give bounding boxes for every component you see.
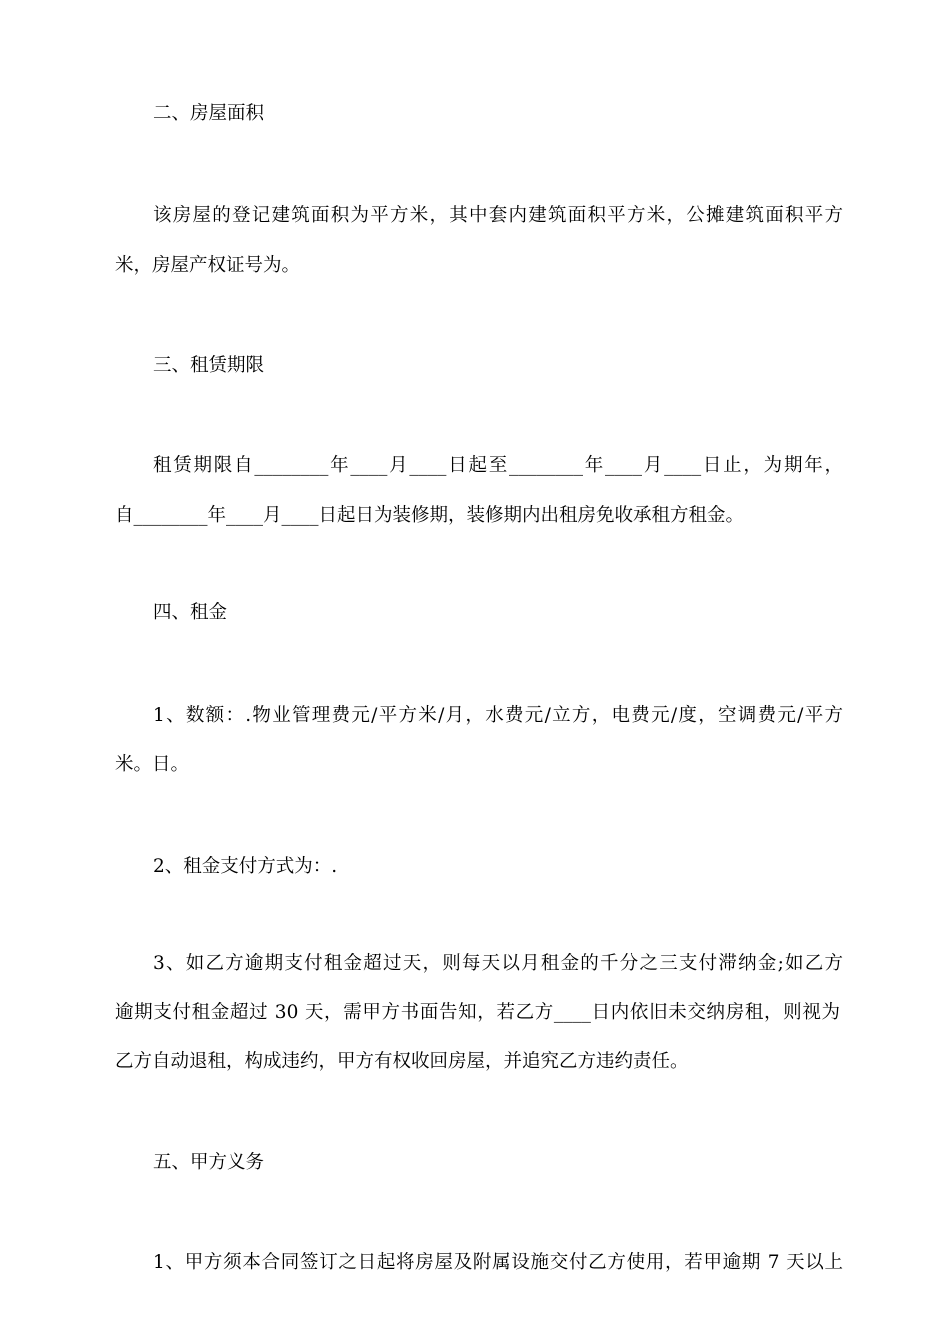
section-heading-area: 二、房屋面积 bbox=[153, 103, 265, 124]
list-item: 2、租金支付方式为：. bbox=[153, 856, 338, 877]
paragraph-line: 自________年____月____日起日为装修期，装修期内出租房免收承租方租金。 bbox=[115, 505, 745, 526]
list-item-line: 3、如乙方逾期支付租金超过天，则每天以月租金的千分之三支付滞纳金;如乙方 bbox=[153, 953, 843, 974]
paragraph-line: 租赁期限自________年____月____日起至________年____月____日止，为期年， bbox=[153, 455, 843, 476]
list-item-line: 1、数额：.物业管理费元/平方米/月，水费元/立方，电费元/度，空调费元/平方 bbox=[153, 705, 843, 726]
list-item-line: 乙方自动退租，构成违约，甲方有权收回房屋，并追究乙方违约责任。 bbox=[115, 1051, 689, 1072]
list-item-line: 米。日。 bbox=[115, 754, 190, 775]
paragraph-line: 该房屋的登记建筑面积为平方米，其中套内建筑面积平方米，公摊建筑面积平方 bbox=[153, 205, 843, 226]
section-heading-rent: 四、租金 bbox=[153, 602, 228, 623]
list-item-line: 1、甲方须本合同签订之日起将房屋及附属设施交付乙方使用，若甲逾期 7 天以上 bbox=[153, 1252, 843, 1273]
section-heading-term: 三、租赁期限 bbox=[153, 355, 265, 376]
section-heading-obligations: 五、甲方义务 bbox=[153, 1152, 265, 1173]
paragraph-line: 米，房屋产权证号为。 bbox=[115, 255, 301, 276]
list-item-line: 逾期支付租金超过 30 天，需甲方书面告知，若乙方____日内依旧未交纳房租，则视为 bbox=[115, 1002, 840, 1023]
